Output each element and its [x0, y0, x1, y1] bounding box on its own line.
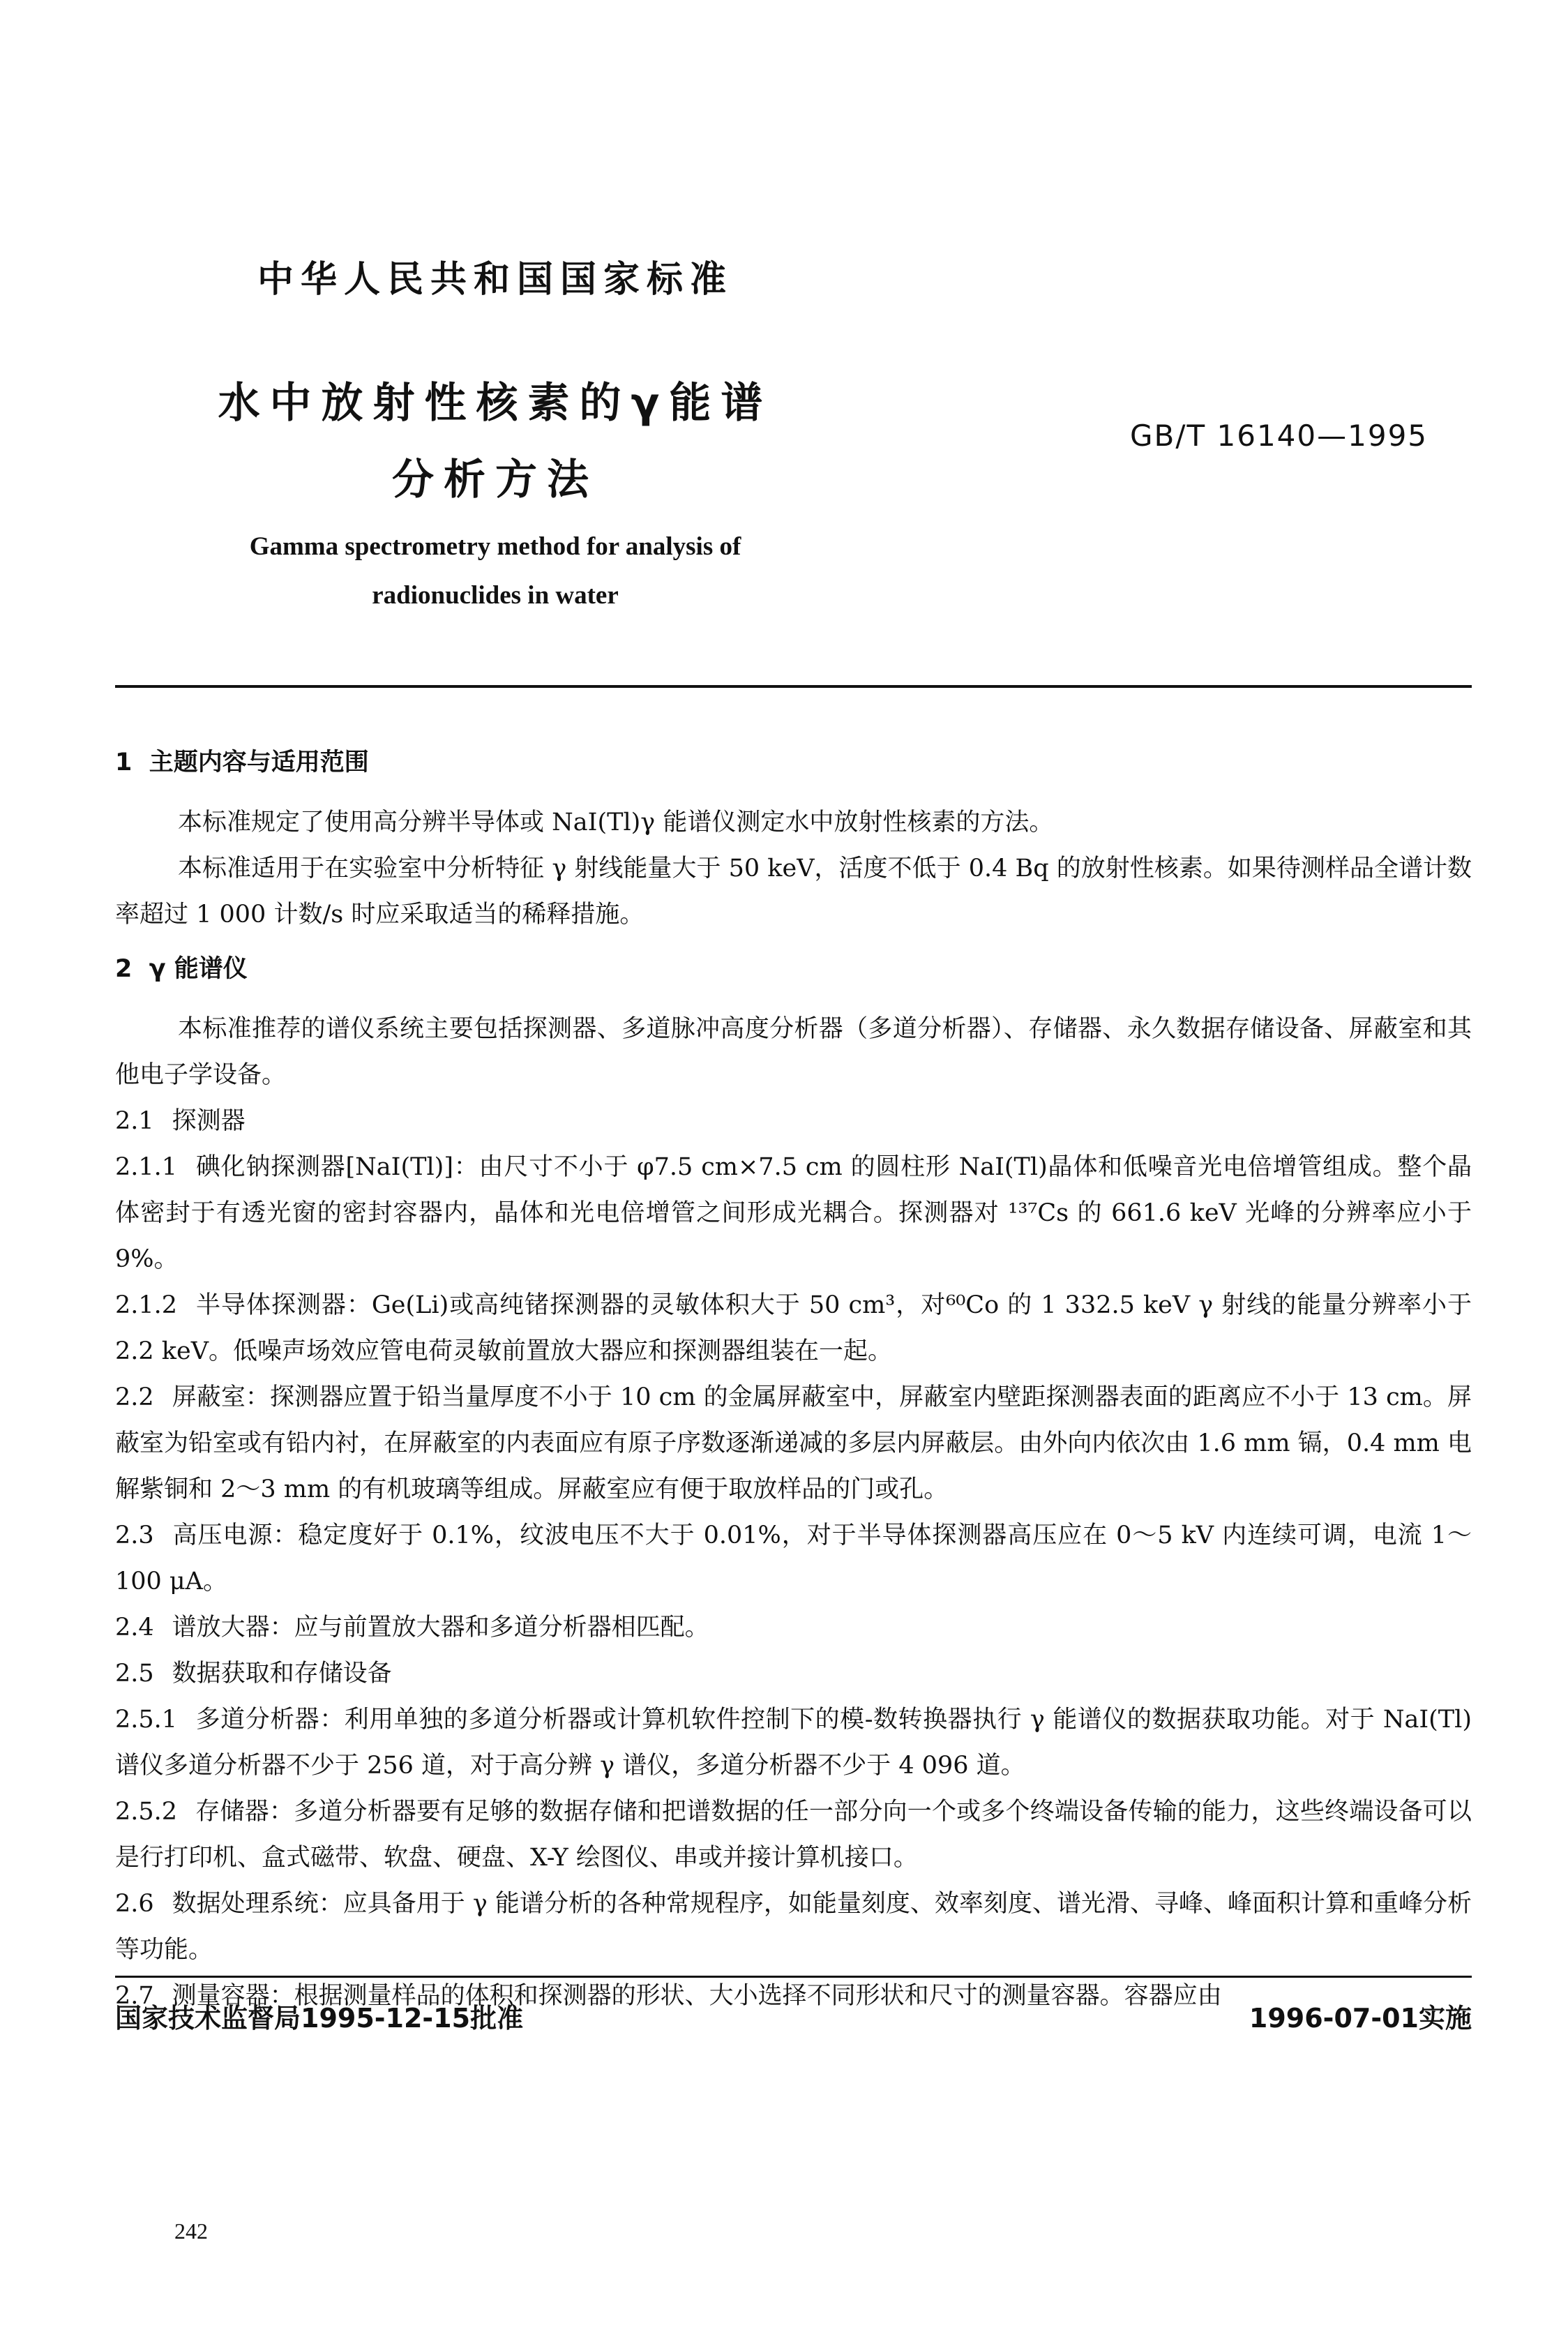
footer-divider	[115, 1976, 1472, 1978]
clause-text: 屏蔽室：探测器应置于铅当量厚度不小于 10 cm 的金属屏蔽室中，屏蔽室内壁距探测器表面的距离应不小于 13 cm。屏蔽室为铅室或有铅内衬，在屏蔽室的内表面应有原子序数逐渐递减的多层内屏蔽层。由外向内依次由 1.6 mm 镉，0.4 mm 电解紫铜和 2～3 mm 的有机玻璃等组成。屏蔽室应有便于取放样品的门或孔。	[115, 1383, 1472, 1503]
paragraph: 本标准推荐的谱仪系统主要包括探测器、多道脉冲高度分析器（多道分析器）、存储器、永久数据存储设备、屏蔽室和其他电子学设备。	[115, 1015, 1472, 1089]
clause-number: 2.3	[115, 1522, 154, 1549]
clause-2-4	[115, 1605, 1472, 1651]
page-number: 242	[174, 2218, 208, 2244]
title-line-2: 分析方法	[392, 456, 598, 504]
english-title-line-2: radionuclides in water	[372, 581, 619, 610]
clause-number: 2.7	[115, 1982, 154, 2010]
clause-text: 测量容器：根据测量样品的体积和探测器的形状、大小选择不同形状和尺寸的测量容器。容器应由	[172, 1982, 1222, 2010]
clause-2-1	[115, 1098, 1472, 1144]
clause-text: 谱放大器：应与前置放大器和多道分析器相匹配。	[172, 1614, 709, 1641]
clause-number: 2.5.2	[115, 1798, 178, 1826]
clause-2-6	[115, 1881, 1472, 1973]
footer	[115, 1997, 1472, 2038]
paragraph: 本标准适用于在实验室中分析特征 γ 射线能量大于 50 keV，活度不低于 0.4 Bq 的放射性核素。如果待测样品全谱计数率超过 1 000 计数/s 时应采取适当的稀释措施。	[115, 855, 1472, 929]
clause-text: 半导体探测器：Ge(Li)或高纯锗探测器的灵敏体积大于 50 cm³，对⁶⁰Co 的 1 332.5 keV γ 射线的能量分辨率小于 2.2 keV。低噪声场效应管电荷灵敏前置放大器应和探测器组装在一起。	[115, 1291, 1472, 1365]
english-title-line-1: Gamma spectrometry method for analysis of	[249, 532, 741, 561]
clause-2-5-2	[115, 1789, 1472, 1881]
title-line-1: 水中放射性核素的γ能谱	[218, 379, 773, 428]
approval-date: 国家技术监督局1995-12-15批准	[115, 2003, 524, 2034]
clause-text: 多道分析器：利用单独的多道分析器或计算机软件控制下的模-数转换器执行 γ 能谱仪的数据获取功能。对于 NaI(Tl)谱仪多道分析器不少于 256 道，对于高分辨 γ 谱仪，多道分析器不少于 4 096 道。	[115, 1706, 1472, 1780]
clause-number: 2.2	[115, 1383, 154, 1411]
section-heading-2: 2 γ 能谱仪	[115, 955, 248, 983]
clause-number: 2.1.1	[115, 1153, 178, 1181]
clause-text: 高压电源：稳定度好于 0.1%，纹波电压不大于 0.01%，对于半导体探测器高压应在 0～5 kV 内连续可调，电流 1～100 μA。	[115, 1522, 1472, 1595]
clause-2-1-2	[115, 1282, 1472, 1374]
section-heading-1: 1 主题内容与适用范围	[115, 749, 369, 776]
clause-text: 数据处理系统：应具备用于 γ 能谱分析的各种常规程序，如能量刻度、效率刻度、谱光滑、寻峰、峰面积计算和重峰分析等功能。	[115, 1890, 1472, 1964]
clause-2-3	[115, 1512, 1472, 1605]
clause-number: 2.6	[115, 1890, 154, 1918]
paragraph: 本标准规定了使用高分辨半导体或 NaI(Tl)γ 能谱仪测定水中放射性核素的方法。	[178, 809, 1054, 836]
clause-text: 探测器	[172, 1107, 246, 1135]
clause-text: 数据获取和存储设备	[172, 1660, 392, 1688]
clause-2-2	[115, 1374, 1472, 1512]
clause-number: 2.4	[115, 1614, 154, 1641]
clause-number: 2.5	[115, 1660, 154, 1688]
implementation-date: 1996-07-01实施	[1249, 2003, 1472, 2034]
clause-number: 2.1	[115, 1107, 154, 1135]
clause-2-5	[115, 1651, 1472, 1697]
clause-2-5-1	[115, 1697, 1472, 1789]
clause-number: 2.1.2	[115, 1291, 178, 1319]
clause-text: 存储器：多道分析器要有足够的数据存储和把谱数据的任一部分向一个或多个终端设备传输的能力，这些终端设备可以是行打印机、盒式磁带、软盘、硬盘、X-Y 绘图仪、串或并接计算机接口。	[115, 1798, 1472, 1872]
standard-header: 中华人民共和国国家标准	[257, 259, 733, 301]
standard-code: GB/T 16140—1995	[1130, 419, 1428, 453]
clause-number: 2.5.1	[115, 1706, 178, 1734]
clause-2-1-1	[115, 1144, 1472, 1282]
document-body	[115, 739, 1472, 2019]
clause-text: 碘化钠探测器[NaI(Tl)]：由尺寸不小于 φ7.5 cm×7.5 cm 的圆柱形 NaI(Tl)晶体和低噪音光电倍增管组成。整个晶体密封于有透光窗的密封容器内，晶体和光电倍增管之间形成光耦合。探测器对 ¹³⁷Cs 的 661.6 keV 光峰的分辨率应小于 9%。	[115, 1153, 1472, 1273]
header-divider	[115, 685, 1472, 688]
